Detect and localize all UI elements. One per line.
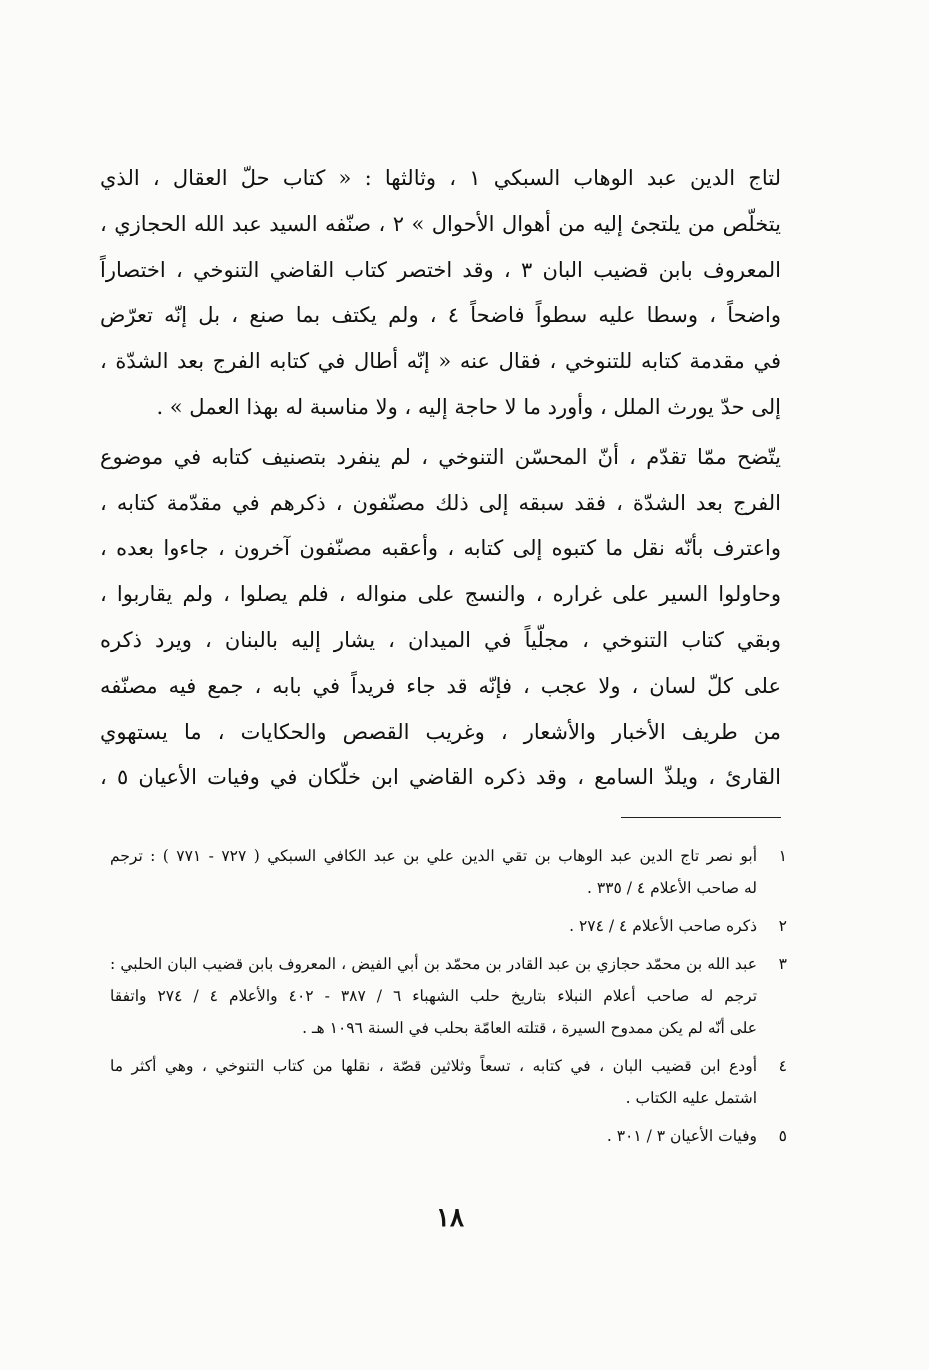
footnote-line: وفيات الأعيان ٣ / ٣٠١ . — [606, 1127, 757, 1145]
footnote-number: ٤ — [778, 1057, 787, 1075]
text-line: وبقي كتاب التنوخي ، مجلّياً في الميدان ، يشار إليه بالبنان ، ويرد ذكره — [100, 627, 781, 652]
text-line: على كلّ لسان ، ولا عجب ، فإنّه قد جاء فريداً في بابه ، جمع فيه مصنّفه — [100, 673, 781, 698]
text-line: وحاولوا السير على غراره ، والنسج على منواله ، فلم يصلوا ، ولم يقاربوا ، — [100, 582, 781, 607]
footnote-line: على أنّه لم يكن ممدوح السيرة ، قتلته العامّة بحلب في السنة ١٠٩٦ هـ . — [302, 1019, 757, 1037]
footnote-4 — [110, 1050, 787, 1114]
main-text — [100, 156, 781, 801]
footnote-1 — [110, 840, 787, 904]
footnote-number: ١ — [778, 847, 787, 865]
footnote-text — [110, 1120, 757, 1152]
text-line: المعروف بابن قضيب البان ٣ ، وقد اختصر كتاب القاضي التنوخي ، اختصاراً — [100, 257, 781, 282]
text-line: من طريف الأخبار والأشعار ، وغريب القصص والحكايات ، ما يستهوي — [100, 719, 781, 744]
footnote-5 — [110, 1120, 787, 1152]
footnote-text — [110, 910, 757, 942]
footnote-line: ذكره صاحب الأعلام ٤ / ٢٧٤ . — [569, 917, 757, 935]
footnote-line: له صاحب الأعلام ٤ / ٣٣٥ . — [587, 879, 757, 897]
text-line: الفرج بعد الشدّة ، فقد سبقه إلى ذلك مصنّفون ، ذكرهم في مقدّمة كتابه ، — [100, 490, 781, 515]
footnote-text — [110, 948, 757, 1044]
page-number: ١٨ — [436, 1203, 464, 1233]
footnote-text — [110, 840, 757, 904]
footnote-separator — [621, 817, 781, 818]
text-line: يتخلّص من يلتجئ إليه من أهوال الأحوال » ٢ ، صنّفه السيد عبد الله الحجازي ، — [100, 211, 781, 236]
text-line: يتّضح ممّا تقدّم ، أنّ المحسّن التنوخي ، لم ينفرد بتصنيف كتابه في موضوع — [100, 444, 781, 469]
footnote-3 — [110, 948, 787, 1044]
footnote-text — [110, 1050, 757, 1114]
text-line: واضحاً ، وسطا عليه سطواً فاضحاً ٤ ، ولم يكتف بما صنع ، بل إنّه تعرّض — [100, 303, 781, 328]
footnote-line: عبد الله بن محمّد حجازي بن عبد القادر بن محمّد بن أبي الفيض ، المعروف بابن قضيب البان الحلبي : — [110, 955, 757, 973]
footnote-line: أبو نصر تاج الدين عبد الوهاب بن تقي الدين علي بن عبد الكافي السبكي ( ٧٢٧ - ٧٧١ ) : ترجم — [110, 847, 758, 865]
footnote-line: أودع ابن قضيب البان ، في كتابه ، تسعاً وثلاثين قصّة ، نقلها من كتاب التنوخي ، وهي أكثر ما — [110, 1057, 757, 1075]
text-line: إلى حدّ يورث الملل ، وأورد ما لا حاجة إليه ، ولا مناسبة له بهذا العمل » . — [156, 394, 781, 419]
footnote-2 — [110, 910, 787, 942]
text-line: في مقدمة كتابه للتنوخي ، فقال عنه « إنّه أطال في كتابه الفرج بعد الشدّة ، — [100, 349, 781, 374]
footnote-number: ٢ — [778, 917, 787, 935]
paragraph-1 — [100, 156, 781, 431]
footnote-line: ترجم له صاحب أعلام النبلاء بتاريخ حلب الشهباء ٦ / ٣٨٧ - ٤٠٢ والأعلام ٤ / ٢٧٤ واتفقا — [110, 987, 758, 1005]
footnote-line: اشتمل عليه الكتاب . — [625, 1089, 757, 1107]
footnote-number: ٣ — [778, 955, 787, 973]
footnote-number: ٥ — [778, 1127, 787, 1145]
text-line: القارئ ، ويلذّ السامع ، وقد ذكره القاضي ابن خلّكان في وفيات الأعيان ٥ ، — [100, 765, 782, 790]
text-line: لتاج الدين عبد الوهاب السبكي ١ ، وثالثها : « كتاب حلّ العقال ، الذي — [100, 166, 781, 190]
footnotes — [110, 840, 787, 1158]
paragraph-2 — [100, 435, 781, 801]
text-line: واعترف بأنّه نقل ما كتبوه إلى كتابه ، وأعقبه مصنّفون آخرون ، جاءوا بعده ، — [100, 536, 781, 561]
